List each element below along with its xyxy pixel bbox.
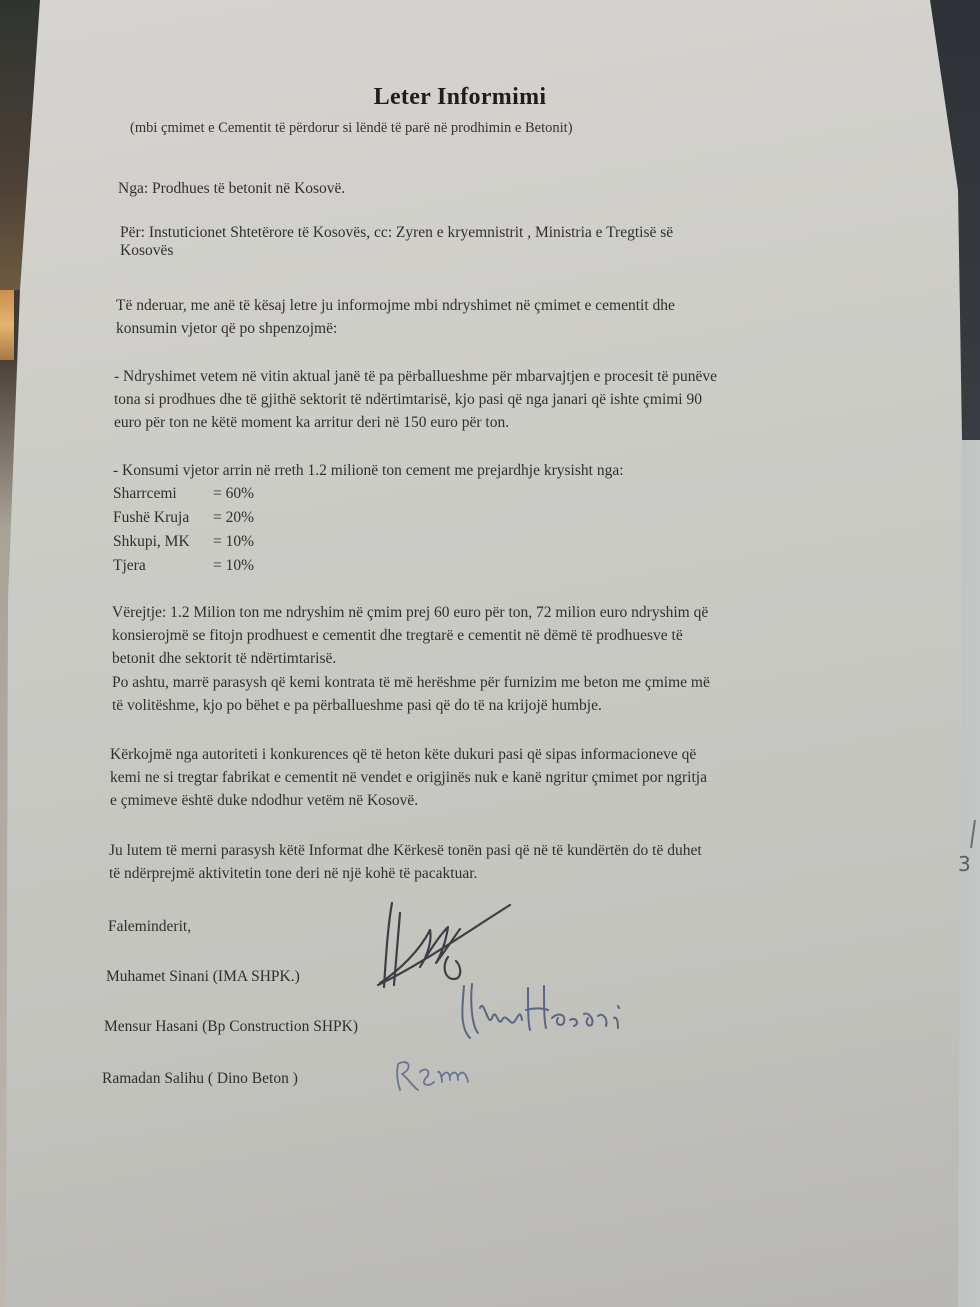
consumption-breakdown <box>113 482 254 578</box>
consumption-source: Tjera <box>113 557 146 574</box>
point1-line-3: euro për ton ne këtë moment ka arritur deri në 150 euro për ton. <box>114 414 510 431</box>
signatory-3-name: Ramadan Salihu ( Dino Beton ) <box>102 1070 298 1087</box>
point2-line-1: - Konsumi vjetor arrin në rreth 1.2 milionë ton cement me prejardhje krysisht nga: <box>113 462 624 479</box>
consumption-share: = 10% <box>213 533 255 550</box>
plea-line-2: të ndërprejmë aktivitetin tone deri në një kohë të pacaktuar. <box>109 865 478 882</box>
note-line-3: betonit dhe sektorit të ndërtimtarisë. <box>112 650 337 667</box>
consumption-share: = 20% <box>213 509 255 526</box>
from-line: Nga: Prodhues të betonit në Kosovë. <box>118 180 346 197</box>
note-line-1: Vërejtje: 1.2 Milion ton me ndryshim në çmim prej 60 euro për ton, 72 milion euro ndryshim që <box>112 604 709 621</box>
to-line-1: Për: Instuticionet Shtetërore të Kosovës, cc: Zyren e kryemnistrit , Ministria e Tregtisë së <box>120 224 674 241</box>
consumption-source: Sharrcemi <box>113 485 177 502</box>
point1-line-2: tona si prodhues dhe të gjithë sektorit të ndërtimtarisë, kjo pasi që nga janari që ishte çmimi 90 <box>114 391 702 408</box>
signatory-1-name: Muhamet Sinani (IMA SHPK.) <box>106 968 300 985</box>
document-subtitle: (mbi çmimet e Cementit të përdorur si lëndë të parë në prodhimin e Betonit) <box>130 120 573 136</box>
consumption-share: = 10% <box>213 557 255 574</box>
margin-handwritten-mark: 3 <box>958 852 971 876</box>
request-line-1: Kërkojmë nga autoriteti i konkurences që të heton këte dukuri pasi që sipas informacioneve që <box>110 746 697 763</box>
consumption-row <box>113 506 254 530</box>
salutation: Faleminderit, <box>108 918 192 935</box>
signatory-2-name: Mensur Hasani (Bp Construction SHPK) <box>104 1018 359 1035</box>
consumption-row <box>113 554 254 578</box>
intro-line-2: konsumin vjetor që po shpenzojmë: <box>116 320 338 337</box>
note-line-4: Po ashtu, marrë parasysh që kemi kontrata të më herëshme për furnizim me beton me çmime më <box>112 674 710 691</box>
signature-2-icon <box>448 978 628 1048</box>
consumption-row <box>113 482 254 506</box>
to-line-2: Kosovës <box>120 242 174 259</box>
consumption-row <box>113 530 254 554</box>
plea-line-1: Ju lutem të merni parasysh këtë Informat dhe Kërkesë tonën pasi që në të kundërtën do të duhet <box>109 842 702 859</box>
intro-line-1: Të nderuar, me anë të kësaj letre ju informojme mbi ndryshimet në çmimet e cementit dhe <box>116 297 675 314</box>
consumption-source: Shkupi, MK <box>113 533 190 550</box>
note-line-2: konsierojmë se fitojn prodhuest e cementit dhe tregtarë e cementit në dëmë të prodhuesve të <box>112 627 683 644</box>
document-title: Leter Informimi <box>373 84 547 110</box>
request-line-3: e çmimeve është duke ndodhur vetëm në Kosovë. <box>110 792 419 809</box>
point1-line-1: - Ndryshimet vetem në vitin aktual janë të pa përballueshme për mbarvajtjen e procesit të punëve <box>114 368 717 385</box>
consumption-share: = 60% <box>213 485 255 502</box>
note-line-5: të volitëshme, kjo po bëhet e pa përballueshme pasi që do të na krijojë humbje. <box>112 697 602 714</box>
request-line-2: kemi ne si tregtar fabrikat e cementit në vendet e origjinës nuk e kanë ngritur çmimet por ngritja <box>110 769 707 786</box>
margin-pen-stroke <box>970 820 976 848</box>
consumption-source: Fushë Kruja <box>113 509 190 526</box>
signature-3-icon <box>390 1052 480 1096</box>
